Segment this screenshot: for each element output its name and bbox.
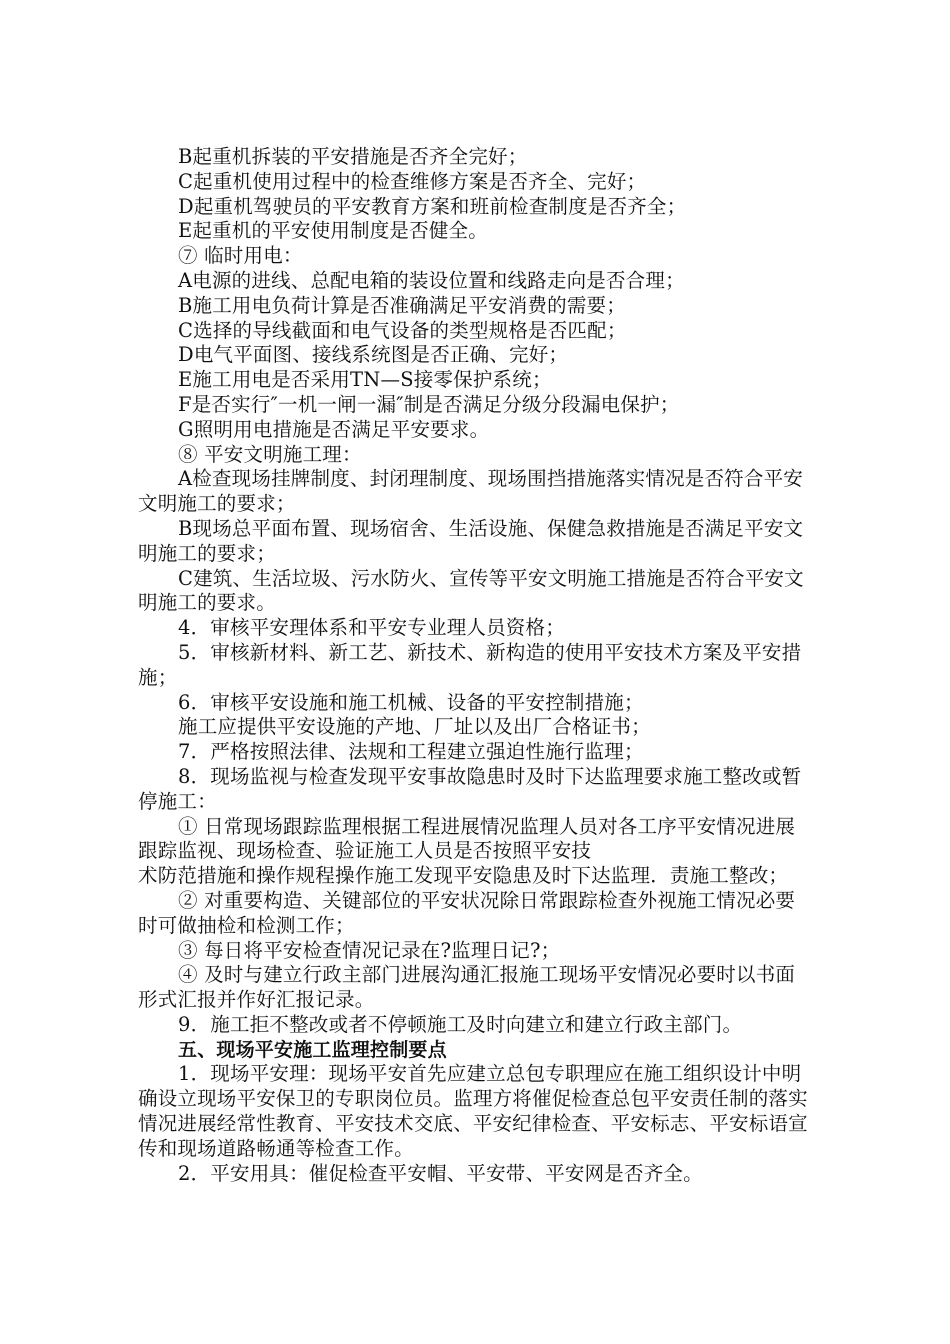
text-line: D电气平面图、接线系统图是否正确、完好；	[178, 343, 569, 367]
text-line: 施工应提供平安设施的产地、厂址以及出厂合格证书；	[178, 715, 651, 739]
paragraph: A检查现场挂牌制度、封闭理制度、现场围挡措施落实情况是否符合平安文明施工的要求；	[138, 467, 803, 516]
text-line: A电源的进线、总配电箱的装设位置和线路走向是否合理；	[178, 268, 685, 292]
text-line: B施工用电负荷计算是否准确满足平安消费的需要；	[178, 293, 626, 317]
paragraph: B现场总平面布置、现场宿舍、生活设施、保健急救措施是否满足平安文明施工的要求；	[138, 516, 804, 565]
paragraph: ④ 及时与建立行政主部门进展沟通汇报施工现场平安情况必要时以书面形式汇报并作好汇报记录。	[138, 963, 796, 1012]
paragraph: ② 对重要构造、关键部位的平安状况除日常跟踪检查外视施工情况必要时可做抽检和检测工作；	[138, 888, 796, 937]
numbered-item: 4．审核平安理体系和平安专业理人员资格；	[178, 616, 565, 640]
text-line: G照明用电措施是否满足平安要求。	[178, 417, 490, 441]
numbered-item: 2．平安用具：催促检查平安帽、平安带、平安网是否齐全。	[178, 1161, 703, 1185]
paragraph: ① 日常现场跟踪监理根据工程进展情况监理人员对各工序平安情况进展跟踪监视、现场检查、验证施工人员是否按照平安技	[138, 814, 796, 863]
text-line: B起重机拆装的平安措施是否齐全完好；	[178, 145, 528, 168]
text-line: D起重机驾驶员的平安教育方案和班前检查制度是否齐全；	[178, 194, 687, 218]
numbered-item: 9．施工拒不整改或者不停顿施工及时向建立和建立行政主部门。	[178, 1012, 743, 1036]
text-line: E起重机的平安使用制度是否健全。	[178, 219, 488, 243]
paragraph: C建筑、生活垃圾、污水防火、宣传等平安文明施工措施是否符合平安文明施工的要求。	[138, 566, 804, 615]
section-heading: 五、现场平安施工监理控制要点	[178, 1038, 447, 1061]
numbered-item: 5．审核新材料、新工艺、新技术、新构造的使用平安技术方案及平安措施；	[138, 640, 802, 689]
paragraph: 1．现场平安理：现场平安首先应建立总包专职理应在施工组织设计中明确设立现场平安保卫的专职岗位员。监理方将催促检查总包平安责任制的落实情况进展经常性教育、平安技术交底、平安纪律检查、平安标志、平安标语宣传和现场道路畅通等检查工作。	[138, 1062, 808, 1160]
text-line: E施工用电是否采用TN—S接零保护系统；	[178, 368, 552, 392]
numbered-item: 6．审核平安设施和施工机械、设备的平安控制措施；	[178, 690, 644, 714]
text-line: F是否实行″一机一闸一漏″制是否满足分级分段漏电保护；	[178, 392, 680, 416]
text-line: ③ 每日将平安检查情况记录在?监理日记?；	[178, 938, 561, 962]
section-label: ⑦ 临时用电：	[178, 244, 303, 268]
text-line: C起重机使用过程中的检查维修方案是否齐全、完好；	[178, 169, 647, 193]
paragraph-continuation: 术防范措施和操作规程操作施工发现平安隐患及时下达监理．责施工整改；	[138, 864, 789, 888]
section-label: ⑧ 平安文明施工理：	[178, 442, 362, 466]
numbered-item: 8．现场监视与检查发现平安事故隐患时及时下达监理要求施工整改或暂停施工：	[138, 764, 802, 813]
text-line: C选择的导线截面和电气设备的类型规格是否匹配；	[178, 318, 627, 342]
numbered-item: 7．严格按照法律、法规和工程建立强迫性施行监理；	[178, 740, 644, 764]
document-body	[138, 145, 814, 1186]
